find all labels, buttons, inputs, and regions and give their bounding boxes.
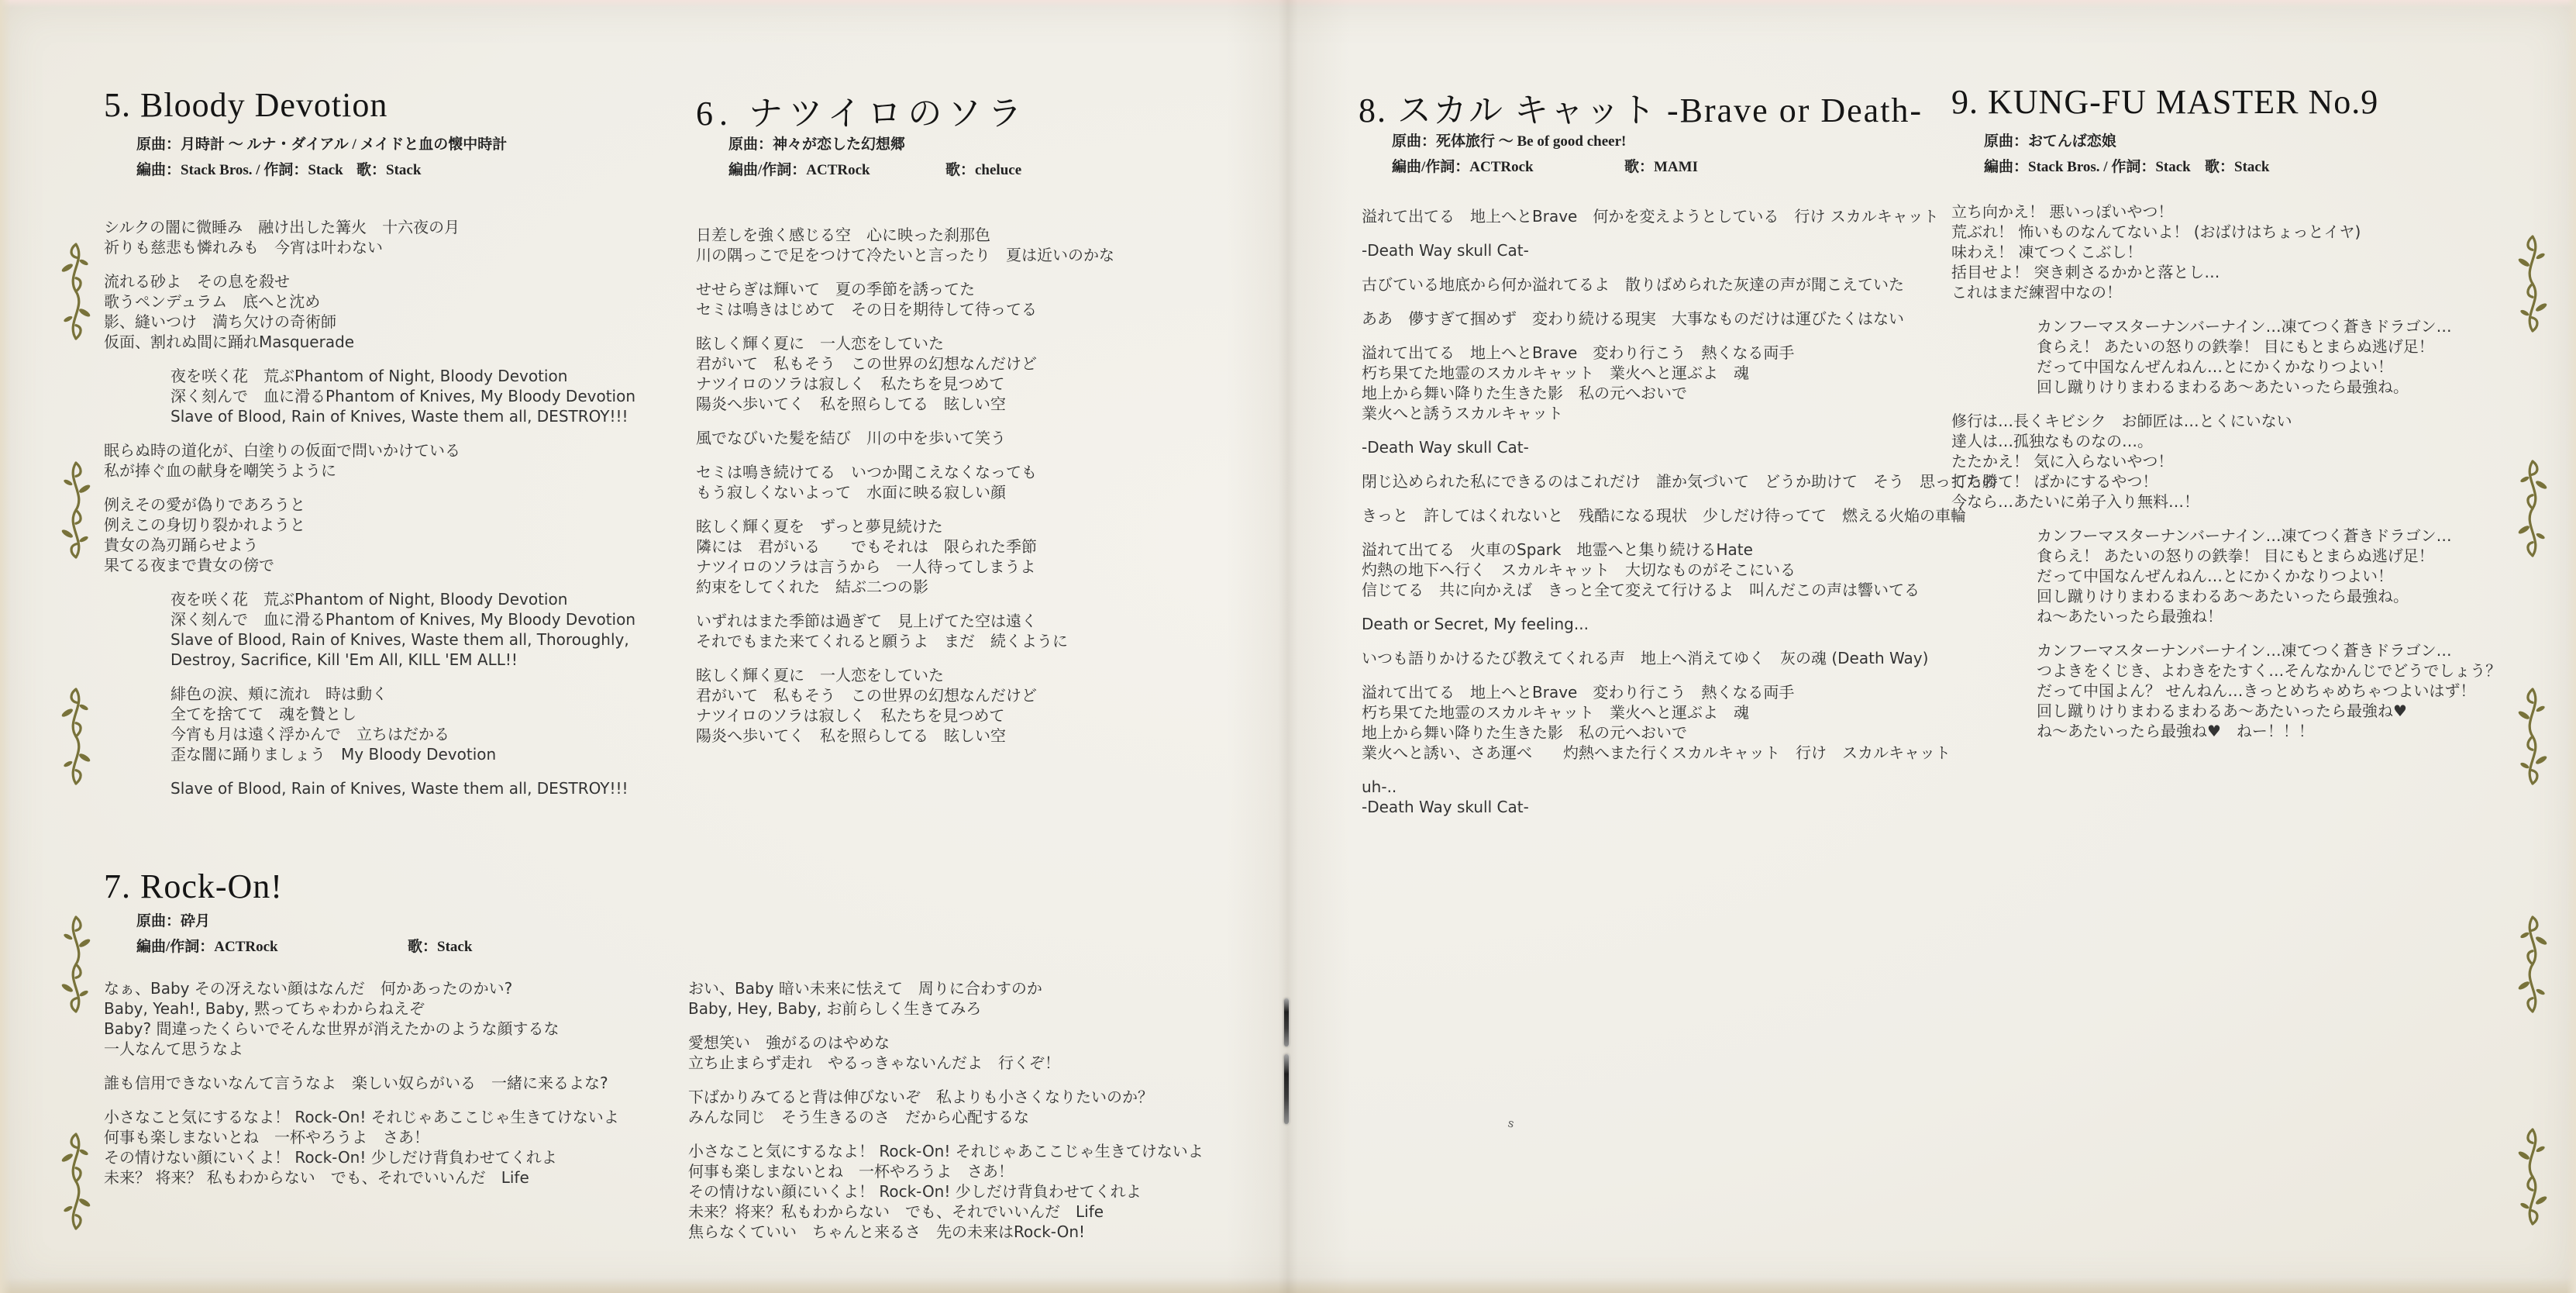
- lyric-line: だって中国なんぜんねん…とにかくかなりつよい！: [2037, 357, 2393, 376]
- lyric-line: 例えこの身切り裂かれようと: [104, 515, 305, 534]
- lyric-line: ね～あたいったら最強ね！: [2037, 607, 2223, 626]
- lyric-line: 歪な闇に踊りましょう My Bloody Devotion: [170, 745, 497, 764]
- staple: [1284, 998, 1289, 1046]
- lyric-line: 君がいて 私もそう この世界の幻想なんだけど: [696, 686, 1037, 705]
- credit-original-work: 原曲：おてんば恋娘: [1984, 133, 2116, 150]
- lyric-line: せせらぎは輝いて 夏の季節を誘ってた: [696, 280, 975, 298]
- credit-vocal: 歌：Stack: [2205, 159, 2270, 175]
- credit-vocal: 歌：Stack: [408, 939, 473, 955]
- lyric-block-chorus: [170, 684, 635, 764]
- lyric-line: Slave of Blood, Rain of Knives, Waste them all, DESTROY!!!: [170, 407, 629, 426]
- lyric-line: 溢れて出てる 地上へとBrave 変わり行こう 熱くなる両手: [1362, 683, 1795, 702]
- lyric-line: 修行は…長くキビシク お師匠は…とくにいない: [1951, 412, 2292, 430]
- song-title: 9. KUNG-FU MASTER No.9: [1951, 83, 2379, 121]
- lyric-line: 日差しを強く感じる空 心に映った刹那色: [696, 226, 990, 244]
- scan-edge-right: [2567, 0, 2576, 1293]
- lyric-line: 溢れて出てる 地上へとBrave 何かを変えようとしている 行け スカルキャット: [1362, 207, 1939, 226]
- lyric-block-verse: [1951, 202, 2501, 302]
- lyric-line: 愛想笑い 強がるのはやめな: [688, 1033, 890, 1052]
- vine-ornament-icon: [2512, 457, 2553, 560]
- lyric-block-verse: [1362, 682, 1997, 763]
- lyric-line: 今宵も月は遠く浮かんで 立ちはだかる: [170, 725, 449, 743]
- ink-speck: s: [1507, 1115, 1516, 1131]
- lyric-line: セミは鳴き続けてる いつか聞こえなくなっても: [696, 463, 1037, 481]
- lyric-line: 今なら…あたいに弟子入り無料…！: [1951, 492, 2199, 511]
- lyric-line: ナツイロのソラは寂しく 私たちを見つめて: [696, 706, 1005, 725]
- lyric-line: 信じてる 共に向かえば きっと全て変えて行けるよ 叫んだこの声は響いてる: [1362, 581, 1920, 599]
- lyric-line: 約束をしてくれた 結ぶ二つの影: [696, 578, 928, 596]
- lyric-block-verse: [696, 665, 1114, 746]
- lyric-block-verse: [696, 428, 1114, 448]
- lyric-line: Slave of Blood, Rain of Knives, Waste them all, Thoroughly,: [170, 630, 629, 649]
- vine-ornament-icon: [56, 459, 96, 561]
- song-credits: [728, 132, 1022, 183]
- lyric-block-verse: [1362, 505, 1997, 526]
- lyrics-column: [696, 225, 1114, 760]
- lyric-line: 眩しく輝く夏に 一人恋をしていた: [696, 666, 944, 684]
- lyric-line: これはまだ練習中なの！: [1951, 283, 2122, 302]
- lyric-line: 誰も信用できないなんて言うなよ 楽しい奴らがいる 一緒に来るよな?: [104, 1074, 608, 1092]
- lyric-block-verse: [1362, 777, 1997, 817]
- lyric-block-chorus: [170, 589, 635, 670]
- lyric-line: 何事も楽しまないとね 一杯やろうよ さあ！: [104, 1128, 429, 1146]
- song-title: 7. Rock-On!: [104, 867, 283, 905]
- lyric-line: カンフーマスターナンバーナイン…凍てつく蒼きドラゴン…: [2037, 526, 2452, 545]
- lyric-line: Destroy, Sacrifice, Kill 'Em All, KILL 'EM ALL!!: [170, 650, 518, 669]
- lyric-block-verse: [1362, 614, 1997, 634]
- lyric-line: 貴女の為刃踊らせよう: [104, 536, 259, 554]
- lyrics-column: [104, 978, 619, 1202]
- lyric-line: 夜を咲く花 荒ぶPhantom of Night, Bloody Devotion: [170, 590, 568, 609]
- lyric-block-verse: [1362, 437, 1997, 457]
- lyric-line: 溢れて出てる 地上へとBrave 変わり行こう 熱くなる両手: [1362, 343, 1795, 362]
- lyric-line: 食らえ！ あたいの怒りの鉄拳！ 目にもとまらぬ逃げ足！: [2037, 337, 2434, 356]
- lyric-block-verse: [696, 462, 1114, 502]
- lyric-line: 朽ち果てた地霊のスカルキャット 業火へと運ぶよ 魂: [1362, 364, 1749, 382]
- lyric-line: カンフーマスターナンバーナイン…凍てつく蒼きドラゴン…: [2037, 317, 2452, 336]
- lyric-block-verse: [1951, 411, 2501, 512]
- lyric-line: なぁ、Baby その冴えない顔はなんだ 何かあったのかい?: [104, 979, 513, 998]
- credit-vocal: 歌：Stack: [356, 162, 422, 178]
- lyric-line: ナツイロのソラは言うから 一人待ってしまうよ: [696, 557, 1036, 576]
- lyric-block-verse: [104, 495, 635, 575]
- vine-ornament-icon: [2512, 685, 2553, 788]
- vine-ornament-icon: [2512, 1126, 2553, 1228]
- lyric-line: もう寂しくないよって 水面に映る寂しい顔: [696, 483, 1006, 502]
- song-credits: [1984, 129, 2270, 180]
- lyric-line: 小さなこと気にするなよ！ Rock-On! それじゃあここじゃ生きてけないよ: [688, 1142, 1204, 1160]
- lyric-block-verse: [1362, 648, 1997, 668]
- song-title: 8. スカル キャット -Brave or Death-: [1359, 91, 1923, 129]
- lyric-line: Death or Secret, My feeling...: [1362, 615, 1589, 633]
- lyric-line: 地上から舞い降りた生きた影 私の元へおいで: [1362, 384, 1687, 402]
- credit-arrangement: 編曲/作詞：ACTRock: [728, 162, 870, 178]
- lyric-line: シルクの闇に微睡み 融け出した篝火 十六夜の月: [104, 218, 460, 236]
- lyrics-column: [104, 217, 635, 812]
- credit-arrangement: 編曲：Stack Bros. / 作詞：Stack: [1984, 159, 2191, 175]
- lyric-line: ああ 儚すぎて掴めず 変わり続ける現実 大事なものだけは運びたくはない: [1362, 309, 1904, 328]
- lyric-line: 流れる砂よ その息を殺せ: [104, 272, 290, 291]
- lyric-block-chorus: [170, 366, 635, 426]
- lyric-line: Baby? 間違ったくらいでそんな世界が消えたかのような顔するな: [104, 1019, 560, 1038]
- lyric-line: 深く刻んで 血に滑るPhantom of Knives, My Bloody Devotion: [170, 610, 636, 629]
- song-title: 5. Bloody Devotion: [104, 86, 388, 124]
- lyric-line: 食らえ！ あたいの怒りの鉄拳！ 目にもとまらぬ逃げ足！: [2037, 547, 2434, 565]
- lyric-block-verse: [696, 333, 1114, 414]
- lyric-line: 陽炎へ歩いてく 私を照らしてる 眩しい空: [696, 395, 1006, 413]
- lyric-line: 深く刻んで 血に滑るPhantom of Knives, My Bloody Devotion: [170, 387, 636, 405]
- lyric-block-verse: [696, 516, 1114, 597]
- lyric-line: いつも語りかけるたび教えてくれる声 地上へ消えてゆく 灰の魂 (Death Way): [1362, 649, 1929, 667]
- lyric-line: 果てる夜まで貴女の傍で: [104, 556, 274, 574]
- lyrics-column: [1951, 202, 2501, 755]
- lyric-line: 未来？ 将来？ 私もわからない でも、それでいいんだ Life: [104, 1168, 529, 1187]
- lyric-line: 眩しく輝く夏を ずっと夢見続けた: [696, 517, 943, 536]
- lyric-block-verse: [1362, 240, 1997, 260]
- credit-vocal: 歌：cheluce: [945, 162, 1022, 178]
- lyric-line: -Death Way skull Cat-: [1362, 798, 1529, 816]
- lyrics-column: [688, 978, 1204, 1256]
- lyric-line: つよきをくじき、よわきをたすく…そんなかんじでどうでしょう？: [2037, 661, 2502, 680]
- lyric-line: 地上から舞い降りた生きた影 私の元へおいで: [1362, 723, 1687, 742]
- lyrics-column: [1362, 206, 1997, 831]
- song-credits: [1392, 129, 1698, 180]
- scan-edge-left: [0, 0, 11, 1293]
- vine-ornament-icon: [56, 685, 96, 788]
- lyric-line: 陽炎へ歩いてく 私を照らしてる 眩しい空: [696, 726, 1006, 745]
- credit-row: [136, 934, 473, 960]
- vine-ornament-icon: [56, 1130, 96, 1233]
- lyric-block-chorus: [170, 778, 635, 798]
- lyric-block-verse: [696, 225, 1114, 265]
- lyric-line: 閉じ込められた私にできるのはこれだけ 誰か気づいて どうか助けて そう 思ってたの: [1362, 472, 1997, 491]
- vine-ornament-icon: [56, 913, 96, 1015]
- credit-row: [1984, 154, 2270, 180]
- credit-row: [136, 157, 507, 183]
- credit-arrangement: 編曲/作詞：ACTRock: [1392, 159, 1534, 175]
- lyric-line: 影、縫いつけ 満ち欠けの奇術師: [104, 312, 336, 331]
- song-credits: [136, 132, 507, 183]
- credit-arrangement: 編曲：Stack Bros. / 作詞：Stack: [136, 162, 343, 178]
- lyric-line: 全てを捨てて 魂を贄とし: [170, 705, 356, 723]
- credit-vocal: 歌：MAMI: [1624, 159, 1698, 175]
- lyric-line: 川の隅っこで足をつけて冷たいと言ったり 夏は近いのかな: [696, 246, 1114, 264]
- lyric-line: 回し蹴りけりまわるまわるあ～あたいったら最強ね。: [2037, 378, 2409, 396]
- lyric-line: きっと 許してはくれないと 残酷になる現状 少しだけ待ってて 燃える火焔の車輪: [1362, 506, 1966, 525]
- lyric-line: 私が捧ぐ血の献身を嘲笑うように: [104, 461, 336, 480]
- lyric-line: 眩しく輝く夏に 一人恋をしていた: [696, 334, 944, 353]
- lyric-block-verse: [696, 611, 1114, 651]
- lyric-line: 未来？将来？私もわからない でも、それでいいんだ Life: [688, 1202, 1104, 1221]
- lyric-line: 例えその愛が偽りであろうと: [104, 495, 305, 514]
- vine-ornament-icon: [2512, 913, 2553, 1015]
- lyric-block-chorus: [2037, 640, 2501, 741]
- lyric-line: 君がいて 私もそう この世界の幻想なんだけど: [696, 354, 1037, 373]
- lyric-block-verse: [696, 279, 1114, 319]
- lyric-line: Slave of Blood, Rain of Knives, Waste them all, DESTROY!!!: [170, 779, 629, 798]
- lyric-line: 業火へと誘うスカルキャット: [1362, 404, 1563, 422]
- lyric-line: ね～あたいったら最強ね♥ ねー！！！: [2037, 722, 2314, 740]
- credit-arrangement: 編曲/作詞：ACTRock: [136, 939, 278, 955]
- lyric-block-verse: [1362, 471, 1997, 491]
- lyric-line: 祈りも慈悲も憐れみも 今宵は叶わない: [104, 238, 383, 257]
- lyric-line: おい、Baby 暗い未来に怯えて 周りに合わすのか: [688, 979, 1042, 998]
- lyric-line: セミは鳴きはじめて その日を期待して待ってる: [696, 300, 1037, 319]
- lyric-line: みんな同じ そう生きるのさ だから心配するな: [688, 1108, 1029, 1126]
- credit-original-work: 原曲：月時計 ～ ルナ・ダイアル / メイドと血の懐中時計: [136, 136, 508, 153]
- lyric-line: 括目せよ！ 突き刺さるかかと落とし…: [1951, 263, 2220, 281]
- lyric-block-verse: [688, 978, 1204, 1019]
- lyric-line: Baby, Yeah!, Baby, 黙ってちゃわからねえぞ: [104, 999, 425, 1018]
- lyric-block-verse: [104, 271, 635, 352]
- lyric-block-verse: [104, 217, 635, 257]
- lyric-line: 古びている地底から何か溢れてるよ 散りばめられた灰達の声が聞こえていた: [1362, 275, 1904, 294]
- lyric-block-verse: [688, 1087, 1204, 1127]
- lyric-block-chorus: [2037, 316, 2501, 397]
- lyric-line: 隣には 君がいる でもそれは 限られた季節: [696, 537, 1037, 556]
- lyric-line: 回し蹴りけりまわるまわるあ～あたいったら最強ね。: [2037, 587, 2409, 605]
- lyric-line: カンフーマスターナンバーナイン…凍てつく蒼きドラゴン…: [2037, 641, 2452, 660]
- lyric-line: Baby, Hey, Baby, お前らしく生きてみろ: [688, 999, 982, 1018]
- lyric-line: 焦らなくていい ちゃんと来るさ 先の未来はRock-On!: [688, 1222, 1086, 1241]
- lyric-line: いずれはまた季節は過ぎて 見上げてた空は遠く: [696, 612, 1037, 630]
- lyric-line: 灼熱の地下へ行く スカルキャット 大切なものがそこにいる: [1362, 560, 1796, 579]
- lyric-block-verse: [104, 440, 635, 481]
- lyric-line: 下ばかりみてると背は伸びないぞ 私よりも小さくなりたいのか？: [688, 1088, 1153, 1106]
- lyric-block-verse: [104, 978, 619, 1059]
- lyric-block-verse: [688, 1141, 1204, 1242]
- lyric-line: たたかえ！ 気に入らないやつ！: [1951, 452, 2174, 471]
- lyric-block-verse: [1362, 206, 1997, 226]
- lyric-line: 味わえ！ 凍てつくこぶし！: [1951, 243, 2143, 261]
- lyric-line: ナツイロのソラは寂しく 私たちを見つめて: [696, 374, 1005, 393]
- lyric-line: 荒ぶれ！ 怖いものなんてないよ！ (おばけはちょっとイヤ): [1951, 222, 2361, 241]
- credit-original-work: 原曲：死体旅行 ～ Be of good cheer!: [1392, 133, 1627, 150]
- lyric-block-verse: [1362, 274, 1997, 295]
- lyric-line: それでもまた来てくれると願うよ まだ 続くように: [696, 632, 1068, 650]
- lyric-block-verse: [1362, 343, 1997, 423]
- credit-original-work: 原曲：砕月: [136, 913, 211, 929]
- lyric-line: 業火へと誘い、さあ運べ 灼熱へまた行くスカルキャット 行け スカルキャット: [1362, 743, 1951, 762]
- lyric-line: 小さなこと気にするなよ！ Rock-On! それじゃあここじゃ生きてけないよ: [104, 1108, 619, 1126]
- lyric-line: 立ち向かえ！ 悪いっぽいやつ！: [1951, 202, 2174, 221]
- lyric-line: 何事も楽しまないとね 一杯やろうよ さあ！: [688, 1162, 1014, 1181]
- lyric-line: 朽ち果てた地霊のスカルキャット 業火へと運ぶよ 魂: [1362, 703, 1749, 722]
- lyric-block-verse: [104, 1107, 619, 1188]
- lyric-line: uh-..: [1362, 778, 1397, 796]
- vine-ornament-icon: [2512, 233, 2553, 335]
- lyric-block-verse: [1362, 309, 1997, 329]
- scan-edge-bottom: [0, 1277, 2576, 1293]
- credit-original-work: 原曲：神々が恋した幻想郷: [728, 136, 906, 153]
- lyric-block-verse: [104, 1073, 619, 1093]
- lyric-line: -Death Way skull Cat-: [1362, 438, 1529, 457]
- lyric-line: 一人なんて思うなよ: [104, 1040, 243, 1058]
- song-credits: [136, 909, 473, 960]
- lyric-line: だって中国なんぜんねん…とにかくかなりつよい！: [2037, 567, 2393, 585]
- lyric-line: その情けない顔にいくよ！ Rock-On! 少しだけ背負わせてくれよ: [688, 1182, 1142, 1201]
- lyric-line: 歌うペンデュラム 底へと沈め: [104, 292, 321, 311]
- lyric-line: 夜を咲く花 荒ぶPhantom of Night, Bloody Devotion: [170, 367, 568, 385]
- lyric-line: だって中国よん？ せんねん…きっとめちゃめちゃつよいはず！: [2037, 681, 2476, 700]
- lyric-line: 達人は…孤独なものなの…。: [1951, 432, 2153, 450]
- vine-ornament-icon: [56, 240, 96, 343]
- scan-edge-top: [0, 0, 2576, 8]
- lyric-line: 溢れて出てる 火車のSpark 地霊へと集り続けるHate: [1362, 540, 1753, 559]
- lyric-line: 立ち止まらず走れ やるっきゃないんだよ 行くぞ！: [688, 1053, 1060, 1072]
- lyric-line: 回し蹴りけりまわるまわるあ～あたいったら最強ね♥: [2037, 702, 2407, 720]
- credit-row: [1392, 154, 1698, 180]
- lyric-line: 眠らぬ時の道化が、白塗りの仮面で問いかけている: [104, 441, 460, 460]
- lyric-block-chorus: [2037, 526, 2501, 626]
- lyric-line: -Death Way skull Cat-: [1362, 241, 1529, 260]
- lyric-line: 仮面、割れぬ間に踊れMasquerade: [104, 333, 355, 351]
- lyric-line: 緋色の涙、頬に流れ 時は動く: [170, 684, 387, 703]
- lyric-block-verse: [1362, 540, 1997, 600]
- credit-row: [728, 157, 1022, 183]
- lyric-line: その情けない顔にいくよ！ Rock-On! 少しだけ背負わせてくれよ: [104, 1148, 557, 1167]
- song-title: 6. ナツイロのソラ: [696, 95, 1028, 133]
- lyric-block-verse: [688, 1033, 1204, 1073]
- lyric-line: 風でなびいた髪を結び 川の中を歩いて笑う: [696, 429, 1006, 447]
- staple: [1284, 1054, 1289, 1124]
- lyric-line: 打ち勝て！ ばかにするやつ！: [1951, 472, 2158, 491]
